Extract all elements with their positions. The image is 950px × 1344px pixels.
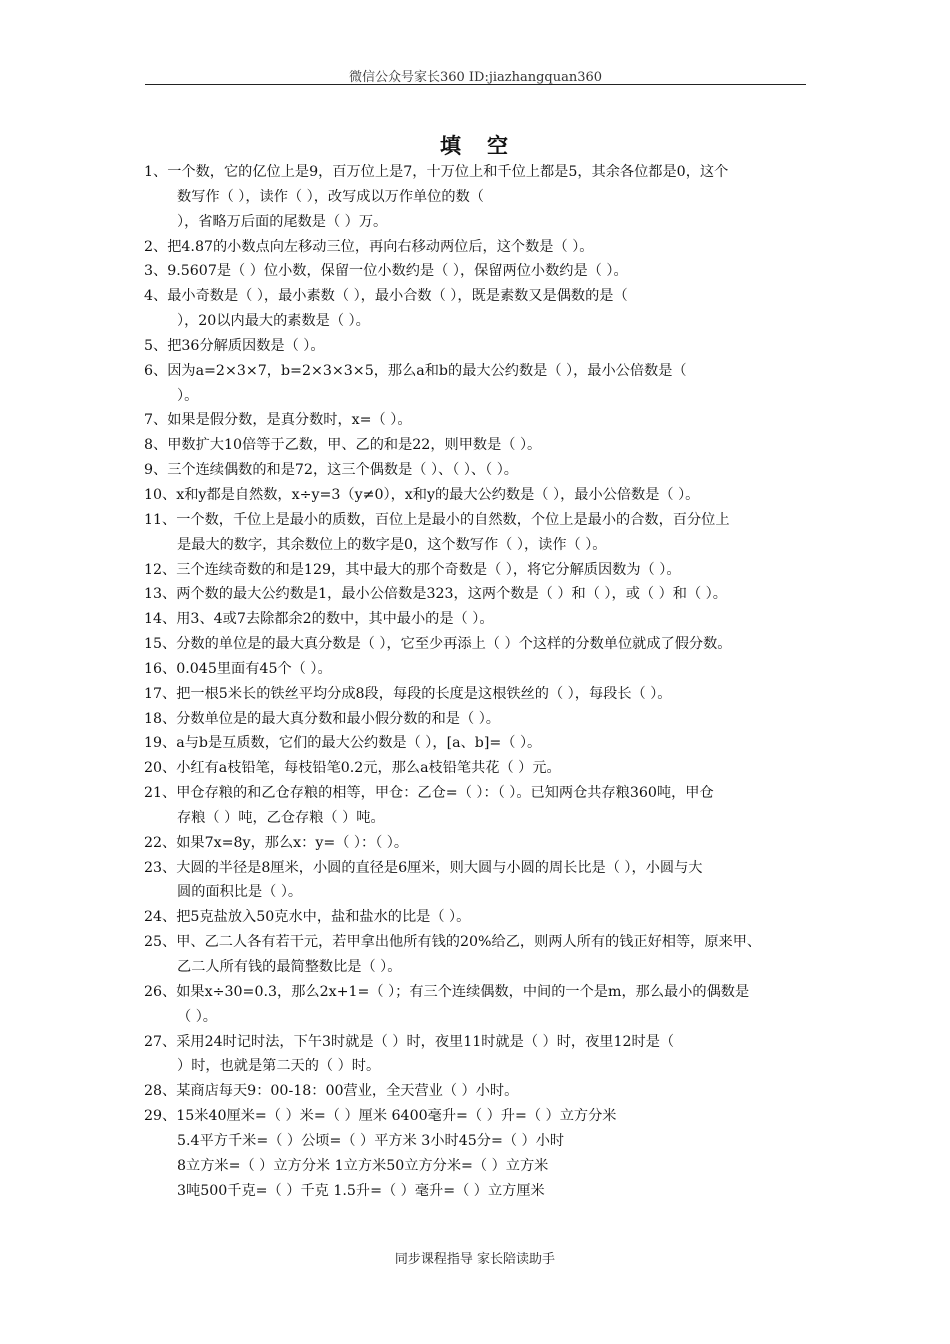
question-line: 26、如果x÷30=0.3，那么2x+1=（ ）；有三个连续偶数，中间的一个是m，那么最小的偶数是	[144, 983, 750, 1000]
title-char-1: 填	[440, 134, 463, 158]
question-line: ）。	[177, 387, 199, 404]
question-line: 28、某商店每天9：00-18：00营业，全天营业（ ）小时。	[144, 1083, 519, 1100]
question-line: 8立方米=（ ）立方分米 1立方米50立方分米=（ ）立方米	[177, 1157, 549, 1174]
question-line: 6、因为a=2×3×7，b=2×3×3×5，那么a和b的最大公约数是（ ），最小公倍数是（	[144, 362, 687, 379]
question-line: 19、a与b是互质数，它们的最大公约数是（ ），[a、b]=（ ）。	[144, 735, 542, 752]
question-line: 29、15米40厘米=（ ）米=（ ）厘米 6400毫升=（ ）升=（ ）立方分米	[144, 1108, 617, 1125]
question-line: 27、采用24时记时法，下午3时就是（ ）时，夜里11时就是（ ）时，夜里12时是（	[144, 1033, 675, 1050]
page-title	[0, 130, 950, 160]
question-line: 8、甲数扩大10倍等于乙数，甲、乙的和是22，则甲数是（ ）。	[144, 437, 542, 454]
question-line: 16、0.045里面有45个（ ）。	[144, 660, 332, 677]
question-line: 18、分数单位是的最大真分数和最小假分数的和是（ ）。	[144, 710, 500, 727]
question-line: 5、把36分解质因数是（ ）。	[144, 337, 325, 354]
question-line: 17、把一根5米长的铁丝平均分成8段，每段的长度是这根铁丝的（ ），每段长（ ）。	[144, 685, 672, 702]
question-line: 是最大的数字，其余数位上的数字是0，这个数写作（ ），读作（ ）。	[177, 536, 607, 553]
question-line: 11、一个数，千位上是最小的质数，百位上是最小的自然数，个位上是最小的合数，百分位上	[144, 511, 730, 528]
question-line: 7、如果是假分数，是真分数时，x=（ ）。	[144, 412, 412, 429]
page-header: 微信公众号家长360 ID:jiazhangquan360	[348, 70, 603, 85]
question-line: ），省略万后面的尾数是（ ）万。	[177, 213, 388, 230]
title-char-2: 空	[487, 134, 510, 158]
question-line: 9、三个连续偶数的和是72，这三个偶数是（ ）、（ ）、（ ）。	[144, 462, 518, 479]
question-line: 22、如果7x=8y，那么x：y=（ ）：（ ）。	[144, 834, 409, 851]
header-rule	[145, 84, 806, 85]
question-line: 1、一个数，它的亿位上是9，百万位上是7，十万位上和千位上都是5，其余各位都是0，这个	[144, 164, 729, 180]
question-line: （ ）。	[177, 1008, 217, 1025]
question-list	[144, 160, 824, 1203]
question-line: 25、甲、乙二人各有若干元，若甲拿出他所有钱的20%给乙，则两人所有的钱正好相等，原来甲、	[144, 934, 762, 951]
page-footer: 同步课程指导 家长陪读助手	[394, 1252, 556, 1267]
question-line: 圆的面积比是（ ）。	[177, 884, 303, 901]
question-line: 4、最小奇数是（ ），最小素数（ ），最小合数（ ），既是素数又是偶数的是（	[144, 288, 628, 305]
question-line: 15、分数的单位是的最大真分数是（ ），它至少再添上（ ）个这样的分数单位就成了假分数。	[144, 636, 732, 653]
question-line: 存粮（ ）吨，乙仓存粮（ ）吨。	[177, 809, 385, 826]
question-line: 3、9.5607是（ ）位小数，保留一位小数约是（ ），保留两位小数约是（ ）。	[144, 263, 628, 280]
question-line: 12、三个连续奇数的和是129，其中最大的那个奇数是（ ），将它分解质因数为（ ）。	[144, 561, 681, 578]
question-line: 21、甲仓存粮的和乙仓存粮的相等，甲仓：乙仓=（ ）：（ ）。已知两仓共存粮360吨，甲仓	[144, 785, 714, 802]
question-line: ），20以内最大的素数是（ ）。	[177, 313, 370, 330]
question-line: 3吨500千克=（ ）千克 1.5升=（ ）毫升=（ ）立方厘米	[177, 1182, 545, 1199]
question-line: 数写作（ ），读作（ ），改写成以万作单位的数（	[177, 188, 484, 205]
question-line: 20、小红有a枝铅笔，每枝铅笔0.2元，那么a枝铅笔共花（ ）元。	[144, 760, 561, 777]
question-line: ）时，也就是第二天的（ ）时。	[177, 1058, 381, 1075]
question-line: 5.4平方千米=（ ）公顷=（ ）平方米 3小时45分=（ ）小时	[177, 1132, 565, 1149]
question-line: 14、用3、4或7去除都余2的数中，其中最小的是（ ）。	[144, 611, 494, 628]
question-line: 10、x和y都是自然数，x÷y=3（y≠0），x和y的最大公约数是（ ），最小公倍数是（ ）。	[144, 486, 700, 503]
question-line: 2、把4.87的小数点向左移动三位，再向右移动两位后，这个数是（ ）。	[144, 238, 594, 255]
question-line: 乙二人所有钱的最简整数比是（ ）。	[177, 959, 402, 975]
question-line: 23、大圆的半径是8厘米，小圆的直径是6厘米，则大圆与小圆的周长比是（ ），小圆与大	[144, 859, 703, 876]
question-line: 13、两个数的最大公约数是1，最小公倍数是323，这两个数是（ ）和（ ），或（ ）和（ ）。	[144, 586, 727, 603]
question-line: 24、把5克盐放入50克水中，盐和盐水的比是（ ）。	[144, 909, 471, 926]
